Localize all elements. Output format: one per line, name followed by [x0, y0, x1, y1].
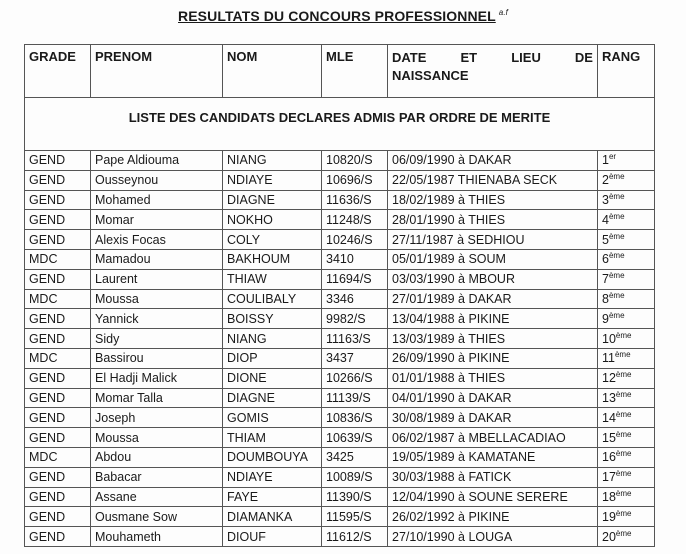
cell-prenom: Mohamed — [91, 190, 223, 210]
cell-nom: THIAM — [223, 428, 322, 448]
cell-date-lieu: 30/03/1988 à FATICK — [388, 467, 598, 487]
cell-nom: BOISSY — [223, 309, 322, 329]
header-lieu-word: LIEU — [511, 50, 541, 65]
rank-suffix: ème — [615, 429, 632, 439]
header-rang: RANG — [598, 45, 655, 98]
cell-prenom: Joseph — [91, 408, 223, 428]
cell-rang — [598, 230, 655, 250]
cell-grade: GEND — [25, 309, 91, 329]
cell-grade: GEND — [25, 230, 91, 250]
rank-number: 15 — [602, 430, 616, 445]
rank-number: 4 — [602, 212, 609, 227]
cell-date-lieu: 27/10/1990 à LOUGA — [388, 527, 598, 547]
rank-suffix: ème — [615, 508, 632, 518]
list-title: LISTE DES CANDIDATS DECLARES ADMIS PAR ORDRE DE MERITE — [25, 98, 655, 137]
cell-nom: COLY — [223, 230, 322, 250]
rank-number: 7 — [602, 272, 609, 287]
cell-date-lieu: 18/02/1989 à THIES — [388, 190, 598, 210]
cell-rang — [598, 249, 655, 269]
header-et-word: ET — [460, 50, 478, 65]
cell-nom: DIAMANKA — [223, 507, 322, 527]
cell-mle: 10639/S — [322, 428, 388, 448]
cell-nom: COULIBALY — [223, 289, 322, 309]
table-row — [25, 527, 655, 547]
table-row — [25, 309, 655, 329]
cell-nom: FAYE — [223, 487, 322, 507]
cell-rang — [598, 408, 655, 428]
cell-mle: 10836/S — [322, 408, 388, 428]
cell-mle: 11139/S — [322, 388, 388, 408]
cell-mle: 3346 — [322, 289, 388, 309]
cell-prenom: Moussa — [91, 289, 223, 309]
cell-rang — [598, 170, 655, 190]
cell-prenom: Yannick — [91, 309, 223, 329]
cell-grade: MDC — [25, 447, 91, 467]
cell-nom: NIANG — [223, 329, 322, 349]
cell-mle: 10266/S — [322, 368, 388, 388]
cell-mle: 11248/S — [322, 210, 388, 230]
header-de-word: DE — [574, 50, 593, 65]
cell-nom: DIAGNE — [223, 190, 322, 210]
rank-number: 11 — [602, 351, 615, 366]
cell-grade: GEND — [25, 507, 91, 527]
cell-mle: 11636/S — [322, 190, 388, 210]
rank-number: 6 — [602, 252, 609, 267]
cell-grade: GEND — [25, 170, 91, 190]
table-row — [25, 348, 655, 368]
cell-nom: THIAW — [223, 269, 322, 289]
table-row — [25, 269, 655, 289]
cell-grade: GEND — [25, 269, 91, 289]
cell-grade: GEND — [25, 388, 91, 408]
cell-nom: DIOUF — [223, 527, 322, 547]
cell-date-lieu: 13/03/1989 à THIES — [388, 329, 598, 349]
cell-nom: NDIAYE — [223, 170, 322, 190]
cell-mle: 9982/S — [322, 309, 388, 329]
cell-rang — [598, 151, 655, 171]
rank-number: 5 — [602, 232, 609, 247]
rank-number: 14 — [602, 410, 616, 425]
rank-suffix: ème — [615, 330, 632, 340]
results-table — [24, 44, 655, 547]
cell-nom: DOUMBOUYA — [223, 447, 322, 467]
header-date-word: DATE — [392, 50, 427, 65]
table-row — [25, 408, 655, 428]
table-row — [25, 487, 655, 507]
cell-rang — [598, 527, 655, 547]
cell-mle: 11390/S — [322, 487, 388, 507]
table-row — [25, 190, 655, 210]
cell-rang — [598, 428, 655, 448]
cell-grade: GEND — [25, 368, 91, 388]
cell-rang — [598, 269, 655, 289]
cell-mle: 11163/S — [322, 329, 388, 349]
rank-suffix: ème — [608, 172, 625, 182]
rank-number: 8 — [602, 291, 609, 306]
rank-suffix: ème — [608, 211, 625, 221]
rank-suffix: ème — [608, 290, 625, 300]
candidate-rows — [25, 151, 655, 547]
cell-grade: GEND — [25, 467, 91, 487]
cell-grade: GEND — [25, 487, 91, 507]
cell-mle: 10089/S — [322, 467, 388, 487]
rank-number: 13 — [602, 390, 616, 405]
cell-grade: MDC — [25, 289, 91, 309]
cell-date-lieu: 27/01/1989 à DAKAR — [388, 289, 598, 309]
cell-date-lieu: 04/01/1990 à DAKAR — [388, 388, 598, 408]
cell-prenom: Abdou — [91, 447, 223, 467]
title-text: RESULTATS DU CONCOURS PROFESSIONNEL — [178, 8, 496, 24]
rank-suffix: ème — [615, 370, 632, 379]
table-row — [25, 329, 655, 349]
cell-prenom: Bassirou — [91, 348, 223, 368]
rank-number: 2 — [602, 173, 609, 188]
cell-nom: DIONE — [223, 368, 322, 388]
rank-number: 20 — [602, 529, 616, 544]
cell-rang — [598, 467, 655, 487]
cell-date-lieu: 28/01/1990 à THIES — [388, 210, 598, 230]
cell-prenom: Mamadou — [91, 249, 223, 269]
cell-nom: GOMIS — [223, 408, 322, 428]
cell-mle: 3410 — [322, 249, 388, 269]
rank-number: 3 — [602, 192, 609, 207]
cell-mle: 10246/S — [322, 230, 388, 250]
cell-rang — [598, 487, 655, 507]
rank-number: 1 — [602, 153, 609, 168]
cell-date-lieu: 06/02/1987 à MBELLACADIAO — [388, 428, 598, 448]
header-mle: MLE — [322, 45, 388, 98]
cell-rang — [598, 348, 655, 368]
cell-mle: 3437 — [322, 348, 388, 368]
rank-suffix: ème — [608, 251, 625, 261]
cell-date-lieu: 22/05/1987 THIENABA SECK — [388, 170, 598, 190]
rank-number: 18 — [602, 489, 616, 504]
cell-mle: 3425 — [322, 447, 388, 467]
rank-number: 10 — [602, 331, 616, 346]
cell-prenom: Babacar — [91, 467, 223, 487]
cell-prenom: Mouhameth — [91, 527, 223, 547]
cell-nom: BAKHOUM — [223, 249, 322, 269]
table-row — [25, 210, 655, 230]
rank-number: 12 — [602, 371, 616, 386]
cell-date-lieu: 30/08/1989 à DAKAR — [388, 408, 598, 428]
cell-date-lieu: 03/03/1990 à MBOUR — [388, 269, 598, 289]
rank-suffix: ème — [615, 449, 632, 459]
cell-rang — [598, 329, 655, 349]
document-title — [0, 8, 686, 24]
cell-mle: 10696/S — [322, 170, 388, 190]
rank-number: 16 — [602, 450, 616, 465]
cell-mle: 11595/S — [322, 507, 388, 527]
table-row — [25, 467, 655, 487]
cell-mle: 11694/S — [322, 269, 388, 289]
cell-prenom: Sidy — [91, 329, 223, 349]
header-nom: NOM — [223, 45, 322, 98]
rank-suffix: er — [608, 152, 617, 162]
cell-prenom: Assane — [91, 487, 223, 507]
table-row — [25, 368, 655, 388]
rank-suffix: ème — [614, 350, 631, 360]
table-row — [25, 428, 655, 448]
cell-grade: MDC — [25, 249, 91, 269]
cell-grade: GEND — [25, 428, 91, 448]
cell-rang — [598, 289, 655, 309]
rank-number: 19 — [602, 509, 616, 524]
rank-suffix: ème — [615, 389, 632, 399]
rank-number: 9 — [602, 311, 609, 326]
cell-rang — [598, 309, 655, 329]
cell-nom: NDIAYE — [223, 467, 322, 487]
cell-date-lieu: 01/01/1988 à THIES — [388, 368, 598, 388]
cell-prenom: Momar — [91, 210, 223, 230]
rank-suffix: ème — [615, 488, 632, 498]
cell-prenom: Pape Aldiouma — [91, 151, 223, 171]
cell-date-lieu: 13/04/1988 à PIKINE — [388, 309, 598, 329]
cell-grade: GEND — [25, 210, 91, 230]
title-annotation: a.f — [498, 8, 508, 18]
cell-grade: GEND — [25, 329, 91, 349]
spacer-row — [25, 136, 655, 151]
list-title-row — [25, 98, 655, 137]
cell-date-lieu: 26/09/1990 à PIKINE — [388, 348, 598, 368]
cell-rang — [598, 368, 655, 388]
table-row — [25, 388, 655, 408]
cell-date-lieu: 06/09/1990 à DAKAR — [388, 151, 598, 171]
cell-prenom: Momar Talla — [91, 388, 223, 408]
table-row — [25, 151, 655, 171]
cell-nom: NOKHO — [223, 210, 322, 230]
cell-nom: NIANG — [223, 151, 322, 171]
table-row — [25, 447, 655, 467]
cell-grade: MDC — [25, 348, 91, 368]
table-row — [25, 230, 655, 250]
header-row — [25, 45, 655, 98]
cell-rang — [598, 388, 655, 408]
cell-nom: DIAGNE — [223, 388, 322, 408]
cell-date-lieu: 26/02/1992 à PIKINE — [388, 507, 598, 527]
rank-suffix: ème — [608, 271, 625, 281]
table-row — [25, 507, 655, 527]
cell-prenom: Alexis Focas — [91, 230, 223, 250]
header-prenom: PRENOM — [91, 45, 223, 98]
cell-prenom: Laurent — [91, 269, 223, 289]
cell-rang — [598, 447, 655, 467]
rank-suffix: ème — [615, 528, 632, 538]
cell-date-lieu: 05/01/1989 à SOUM — [388, 249, 598, 269]
cell-grade: GEND — [25, 190, 91, 210]
rank-number: 17 — [602, 470, 616, 485]
cell-rang — [598, 190, 655, 210]
cell-grade: GEND — [25, 527, 91, 547]
cell-date-lieu: 12/04/1990 à SOUNE SERERE — [388, 487, 598, 507]
rank-suffix: ème — [615, 409, 632, 419]
header-date-lieu — [388, 45, 598, 98]
table-row — [25, 170, 655, 190]
cell-rang — [598, 507, 655, 527]
table-row — [25, 249, 655, 269]
cell-date-lieu: 19/05/1989 à KAMATANE — [388, 447, 598, 467]
cell-mle: 10820/S — [322, 151, 388, 171]
cell-prenom: Moussa — [91, 428, 223, 448]
cell-nom: DIOP — [223, 348, 322, 368]
rank-suffix: ème — [615, 468, 632, 478]
cell-date-lieu: 27/11/1987 à SEDHIOU — [388, 230, 598, 250]
cell-prenom: El Hadji Malick — [91, 368, 223, 388]
rank-suffix: ème — [608, 191, 625, 201]
rank-suffix: ème — [608, 231, 625, 241]
rank-suffix: ème — [608, 310, 625, 320]
cell-mle: 11612/S — [322, 527, 388, 547]
cell-rang — [598, 210, 655, 230]
header-naissance-word: NAISSANCE — [392, 68, 469, 83]
table-row — [25, 289, 655, 309]
cell-prenom: Ousseynou — [91, 170, 223, 190]
cell-grade: GEND — [25, 408, 91, 428]
cell-grade: GEND — [25, 151, 91, 171]
header-grade: GRADE — [25, 45, 91, 98]
cell-prenom: Ousmane Sow — [91, 507, 223, 527]
